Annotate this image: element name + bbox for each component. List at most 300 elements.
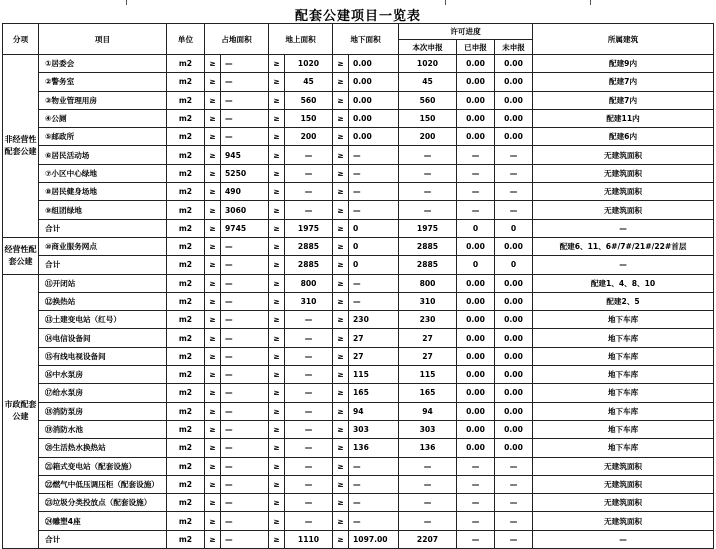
under-sym: ≥ <box>333 494 349 512</box>
under-sym: ≥ <box>333 219 349 237</box>
building-cell: 无建筑面积 <box>533 183 714 201</box>
under-value: 0.00 <box>349 91 399 109</box>
unit-cell: m2 <box>167 439 205 457</box>
under-sym: ≥ <box>333 475 349 493</box>
table-row <box>3 347 714 365</box>
unreported-value: 0.00 <box>495 128 533 146</box>
above-sym: ≥ <box>269 494 285 512</box>
item-cell: ⑮有线电视设备间 <box>39 347 167 365</box>
above-sym: ≥ <box>269 530 285 548</box>
building-cell: 配建7内 <box>533 91 714 109</box>
reported-value: 0.00 <box>457 420 495 438</box>
above-value: — <box>285 183 333 201</box>
item-cell: ⑱消防泵房 <box>39 402 167 420</box>
land-sym: ≥ <box>205 457 221 475</box>
header-unreported: 未申报 <box>495 40 533 55</box>
under-value: 230 <box>349 311 399 329</box>
item-cell: 合计 <box>39 256 167 274</box>
land-sym: ≥ <box>205 439 221 457</box>
building-cell: — <box>533 256 714 274</box>
land-sym: ≥ <box>205 274 221 292</box>
current-value: — <box>399 201 457 219</box>
unit-cell: m2 <box>167 274 205 292</box>
item-cell: ㉔雕塑4座 <box>39 512 167 530</box>
table-row <box>3 439 714 457</box>
item-cell: ⑯中水泵房 <box>39 366 167 384</box>
item-cell: ㉒燃气中低压调压柜（配套设施） <box>39 475 167 493</box>
land-value: — <box>221 128 269 146</box>
land-sym: ≥ <box>205 530 221 548</box>
header-under-area: 地下面积 <box>333 24 399 55</box>
reported-value: 0.00 <box>457 128 495 146</box>
land-value: — <box>221 311 269 329</box>
header-reported: 已申报 <box>457 40 495 55</box>
header-category: 分项 <box>3 24 39 55</box>
land-sym: ≥ <box>205 73 221 91</box>
under-sym: ≥ <box>333 384 349 402</box>
unit-cell: m2 <box>167 237 205 255</box>
above-value: — <box>285 366 333 384</box>
under-value: 0 <box>349 237 399 255</box>
land-sym: ≥ <box>205 183 221 201</box>
under-value: — <box>349 201 399 219</box>
table-row <box>3 219 714 237</box>
land-sym: ≥ <box>205 164 221 182</box>
unit-cell: m2 <box>167 109 205 127</box>
current-value: — <box>399 457 457 475</box>
current-value: 2885 <box>399 237 457 255</box>
land-value: 490 <box>221 183 269 201</box>
under-sym: ≥ <box>333 164 349 182</box>
land-sym: ≥ <box>205 366 221 384</box>
header-above-area: 地上面积 <box>269 24 333 55</box>
building-cell: 配建6内 <box>533 128 714 146</box>
above-value: 200 <box>285 128 333 146</box>
item-cell: ⑨组团绿地 <box>39 201 167 219</box>
under-sym: ≥ <box>333 183 349 201</box>
under-sym: ≥ <box>333 311 349 329</box>
item-cell: ⑭电信设备间 <box>39 329 167 347</box>
above-value: 2885 <box>285 237 333 255</box>
unit-cell: m2 <box>167 292 205 310</box>
reported-value: — <box>457 494 495 512</box>
above-value: 1110 <box>285 530 333 548</box>
category-cell: 市政配套公建 <box>3 274 39 548</box>
current-value: — <box>399 512 457 530</box>
table-row <box>3 91 714 109</box>
land-value: — <box>221 55 269 73</box>
above-sym: ≥ <box>269 311 285 329</box>
under-sym: ≥ <box>333 91 349 109</box>
reported-value: — <box>457 530 495 548</box>
under-sym: ≥ <box>333 366 349 384</box>
land-value: — <box>221 384 269 402</box>
above-sym: ≥ <box>269 146 285 164</box>
building-cell: 无建筑面积 <box>533 494 714 512</box>
unreported-value: 0.00 <box>495 366 533 384</box>
land-sym: ≥ <box>205 109 221 127</box>
land-sym: ≥ <box>205 329 221 347</box>
under-sym: ≥ <box>333 55 349 73</box>
building-cell: 地下车库 <box>533 420 714 438</box>
unreported-value: 0.00 <box>495 73 533 91</box>
above-value: 2885 <box>285 256 333 274</box>
land-sym: ≥ <box>205 128 221 146</box>
above-value: — <box>285 420 333 438</box>
under-value: 165 <box>349 384 399 402</box>
table-row <box>3 512 714 530</box>
unreported-value: 0 <box>495 219 533 237</box>
unit-cell: m2 <box>167 311 205 329</box>
item-cell: ⑫换热站 <box>39 292 167 310</box>
under-value: — <box>349 475 399 493</box>
header-current: 本次申报 <box>399 40 457 55</box>
item-cell: ②警务室 <box>39 73 167 91</box>
table-row <box>3 256 714 274</box>
building-cell: — <box>533 530 714 548</box>
unit-cell: m2 <box>167 164 205 182</box>
land-sym: ≥ <box>205 55 221 73</box>
unreported-value: 0.00 <box>495 329 533 347</box>
item-cell: ④公厕 <box>39 109 167 127</box>
current-value: 115 <box>399 366 457 384</box>
above-value: — <box>285 402 333 420</box>
above-value: — <box>285 457 333 475</box>
table-row <box>3 109 714 127</box>
land-value: — <box>221 475 269 493</box>
under-sym: ≥ <box>333 530 349 548</box>
under-value: 0.00 <box>349 109 399 127</box>
building-cell: 配建6、11、6#/7#/21#/22#首层 <box>533 237 714 255</box>
above-sym: ≥ <box>269 439 285 457</box>
above-value: — <box>285 164 333 182</box>
land-value: — <box>221 530 269 548</box>
unreported-value: 0.00 <box>495 402 533 420</box>
land-sym: ≥ <box>205 420 221 438</box>
above-sym: ≥ <box>269 420 285 438</box>
above-sym: ≥ <box>269 292 285 310</box>
unit-cell: m2 <box>167 219 205 237</box>
table-row <box>3 128 714 146</box>
current-value: 230 <box>399 311 457 329</box>
unreported-value: 0.00 <box>495 109 533 127</box>
current-value: 150 <box>399 109 457 127</box>
land-value: — <box>221 329 269 347</box>
unit-cell: m2 <box>167 91 205 109</box>
reported-value: 0.00 <box>457 329 495 347</box>
above-value: — <box>285 512 333 530</box>
land-value: 9745 <box>221 219 269 237</box>
reported-value: — <box>457 183 495 201</box>
reported-value: 0.00 <box>457 91 495 109</box>
above-sym: ≥ <box>269 73 285 91</box>
reported-value: — <box>457 475 495 493</box>
unreported-value: — <box>495 201 533 219</box>
unreported-value: 0.00 <box>495 347 533 365</box>
item-cell: ⑬土建变电站（红号） <box>39 311 167 329</box>
table-row <box>3 164 714 182</box>
item-cell: ⑩商业服务网点 <box>39 237 167 255</box>
land-sym: ≥ <box>205 494 221 512</box>
unreported-value: — <box>495 494 533 512</box>
reported-value: 0.00 <box>457 402 495 420</box>
unit-cell: m2 <box>167 347 205 365</box>
building-cell: 地下车库 <box>533 329 714 347</box>
current-value: 560 <box>399 91 457 109</box>
above-value: — <box>285 439 333 457</box>
building-cell: 无建筑面积 <box>533 201 714 219</box>
current-value: 27 <box>399 347 457 365</box>
under-value: 1097.00 <box>349 530 399 548</box>
category-cell: 经营性配套公建 <box>3 237 39 274</box>
reported-value: 0.00 <box>457 73 495 91</box>
land-sym: ≥ <box>205 311 221 329</box>
land-sym: ≥ <box>205 146 221 164</box>
table-row <box>3 201 714 219</box>
above-value: — <box>285 201 333 219</box>
header-item: 项目 <box>39 24 167 55</box>
table-body <box>3 55 714 549</box>
building-cell: 配建9内 <box>533 55 714 73</box>
above-sym: ≥ <box>269 164 285 182</box>
current-value: 1020 <box>399 55 457 73</box>
building-cell: — <box>533 219 714 237</box>
unit-cell: m2 <box>167 55 205 73</box>
above-sym: ≥ <box>269 219 285 237</box>
under-value: 0.00 <box>349 128 399 146</box>
reported-value: 0.00 <box>457 55 495 73</box>
above-sym: ≥ <box>269 183 285 201</box>
unit-cell: m2 <box>167 201 205 219</box>
item-cell: ⑤邮政所 <box>39 128 167 146</box>
under-sym: ≥ <box>333 439 349 457</box>
building-cell: 配建1、4、8、10 <box>533 274 714 292</box>
reported-value: — <box>457 457 495 475</box>
item-cell: 合计 <box>39 530 167 548</box>
current-value: 800 <box>399 274 457 292</box>
above-sym: ≥ <box>269 274 285 292</box>
table-row <box>3 55 714 73</box>
unit-cell: m2 <box>167 402 205 420</box>
reported-value: — <box>457 164 495 182</box>
current-value: — <box>399 183 457 201</box>
land-value: 945 <box>221 146 269 164</box>
unit-cell: m2 <box>167 183 205 201</box>
unit-cell: m2 <box>167 366 205 384</box>
unreported-value: 0.00 <box>495 55 533 73</box>
under-value: 0.00 <box>349 73 399 91</box>
under-sym: ≥ <box>333 457 349 475</box>
land-value: — <box>221 420 269 438</box>
header-land-area: 占地面积 <box>205 24 269 55</box>
unit-cell: m2 <box>167 256 205 274</box>
above-sym: ≥ <box>269 402 285 420</box>
table-row <box>3 146 714 164</box>
table-row <box>3 420 714 438</box>
table-row <box>3 530 714 548</box>
unit-cell: m2 <box>167 329 205 347</box>
unit-cell: m2 <box>167 512 205 530</box>
current-value: 2885 <box>399 256 457 274</box>
reported-value: 0.00 <box>457 347 495 365</box>
land-value: — <box>221 109 269 127</box>
reported-value: 0.00 <box>457 439 495 457</box>
above-sym: ≥ <box>269 256 285 274</box>
building-cell: 地下车库 <box>533 439 714 457</box>
item-cell: ⑧居民健身场地 <box>39 183 167 201</box>
unreported-value: — <box>495 183 533 201</box>
reported-value: — <box>457 146 495 164</box>
under-value: 0 <box>349 256 399 274</box>
building-cell: 地下车库 <box>533 366 714 384</box>
above-value: 1020 <box>285 55 333 73</box>
reported-value: 0.00 <box>457 384 495 402</box>
unreported-value: — <box>495 457 533 475</box>
building-cell: 无建筑面积 <box>533 146 714 164</box>
land-value: 5250 <box>221 164 269 182</box>
building-cell: 配建11内 <box>533 109 714 127</box>
item-cell: ⑦小区中心绿地 <box>39 164 167 182</box>
under-value: 94 <box>349 402 399 420</box>
under-value: 115 <box>349 366 399 384</box>
above-value: 45 <box>285 73 333 91</box>
unreported-value: 0.00 <box>495 292 533 310</box>
land-value: — <box>221 91 269 109</box>
under-sym: ≥ <box>333 512 349 530</box>
reported-value: 0.00 <box>457 274 495 292</box>
item-cell: ㉑箱式变电站（配套设施） <box>39 457 167 475</box>
under-sym: ≥ <box>333 201 349 219</box>
land-sym: ≥ <box>205 512 221 530</box>
land-value: — <box>221 256 269 274</box>
table-row <box>3 475 714 493</box>
building-cell: 无建筑面积 <box>533 457 714 475</box>
above-value: 310 <box>285 292 333 310</box>
table-row <box>3 237 714 255</box>
above-sym: ≥ <box>269 55 285 73</box>
under-sym: ≥ <box>333 128 349 146</box>
reported-value: 0 <box>457 219 495 237</box>
land-value: — <box>221 347 269 365</box>
above-value: 560 <box>285 91 333 109</box>
under-value: 0.00 <box>349 55 399 73</box>
reported-value: 0.00 <box>457 366 495 384</box>
land-value: — <box>221 237 269 255</box>
current-value: — <box>399 494 457 512</box>
table-row <box>3 292 714 310</box>
current-value: — <box>399 164 457 182</box>
above-value: — <box>285 347 333 365</box>
under-sym: ≥ <box>333 256 349 274</box>
above-sym: ≥ <box>269 366 285 384</box>
under-value: 136 <box>349 439 399 457</box>
under-value: — <box>349 183 399 201</box>
above-sym: ≥ <box>269 347 285 365</box>
building-cell: 配建2、5 <box>533 292 714 310</box>
under-value: 303 <box>349 420 399 438</box>
above-value: — <box>285 311 333 329</box>
table-row <box>3 311 714 329</box>
land-sym: ≥ <box>205 384 221 402</box>
unit-cell: m2 <box>167 73 205 91</box>
unreported-value: 0.00 <box>495 420 533 438</box>
table-row <box>3 183 714 201</box>
unreported-value: — <box>495 475 533 493</box>
building-cell: 地下车库 <box>533 347 714 365</box>
land-sym: ≥ <box>205 475 221 493</box>
unreported-value: — <box>495 512 533 530</box>
under-sym: ≥ <box>333 237 349 255</box>
item-cell: ①居委会 <box>39 55 167 73</box>
above-value: — <box>285 494 333 512</box>
above-sym: ≥ <box>269 329 285 347</box>
above-value: 800 <box>285 274 333 292</box>
building-cell: 无建筑面积 <box>533 475 714 493</box>
land-value: — <box>221 512 269 530</box>
unit-cell: m2 <box>167 146 205 164</box>
under-value: 0 <box>349 219 399 237</box>
land-sym: ≥ <box>205 347 221 365</box>
unreported-value: — <box>495 164 533 182</box>
item-cell: ③物业管理用房 <box>39 91 167 109</box>
above-value: — <box>285 329 333 347</box>
current-value: 1975 <box>399 219 457 237</box>
header-permit: 许可进度 <box>399 24 533 40</box>
unreported-value: 0.00 <box>495 274 533 292</box>
header-unit: 单位 <box>167 24 205 55</box>
land-value: — <box>221 274 269 292</box>
building-cell: 地下车库 <box>533 384 714 402</box>
land-value: — <box>221 73 269 91</box>
under-sym: ≥ <box>333 109 349 127</box>
unit-cell: m2 <box>167 384 205 402</box>
building-cell: 无建筑面积 <box>533 512 714 530</box>
land-sym: ≥ <box>205 237 221 255</box>
unit-cell: m2 <box>167 420 205 438</box>
building-cell: 配建7内 <box>533 73 714 91</box>
above-value: 150 <box>285 109 333 127</box>
reported-value: 0.00 <box>457 311 495 329</box>
under-sym: ≥ <box>333 292 349 310</box>
unit-cell: m2 <box>167 128 205 146</box>
above-sym: ≥ <box>269 109 285 127</box>
land-value: — <box>221 292 269 310</box>
current-value: 27 <box>399 329 457 347</box>
unreported-value: — <box>495 146 533 164</box>
item-cell: ㉓垃圾分类投放点（配套设施） <box>39 494 167 512</box>
unit-cell: m2 <box>167 530 205 548</box>
above-value: 1975 <box>285 219 333 237</box>
land-value: — <box>221 402 269 420</box>
above-sym: ≥ <box>269 512 285 530</box>
facilities-table <box>2 23 714 549</box>
reported-value: 0.00 <box>457 109 495 127</box>
current-value: 45 <box>399 73 457 91</box>
above-value: — <box>285 475 333 493</box>
item-cell: ⑪开闭站 <box>39 274 167 292</box>
item-cell: 合计 <box>39 219 167 237</box>
under-value: — <box>349 292 399 310</box>
reported-value: — <box>457 512 495 530</box>
unreported-value: 0.00 <box>495 311 533 329</box>
item-cell: ⑰给水泵房 <box>39 384 167 402</box>
above-sym: ≥ <box>269 237 285 255</box>
above-sym: ≥ <box>269 91 285 109</box>
current-value: — <box>399 475 457 493</box>
unreported-value: — <box>495 530 533 548</box>
header-building: 所属建筑 <box>533 24 714 55</box>
table-row <box>3 457 714 475</box>
